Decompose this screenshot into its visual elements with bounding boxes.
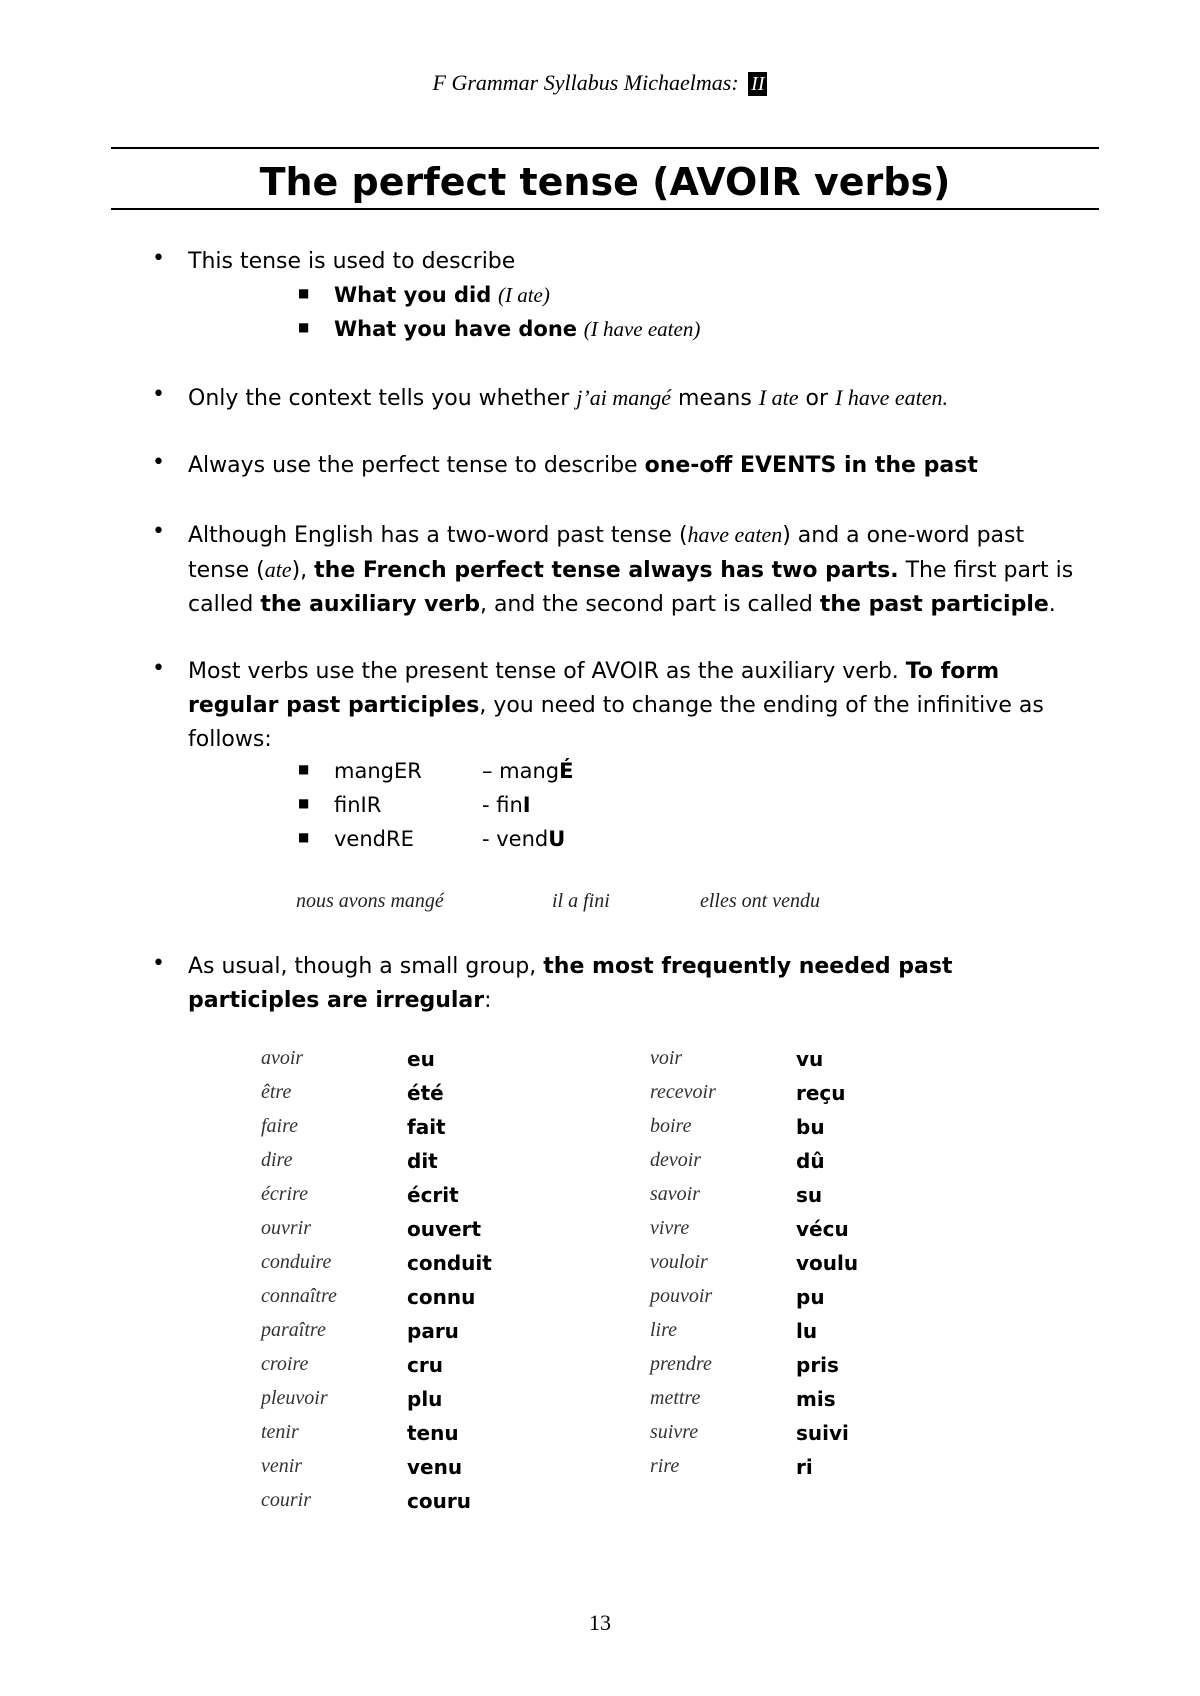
point-1-sub-1 bbox=[334, 278, 550, 312]
point-4 bbox=[188, 518, 1088, 622]
point-4-text: . bbox=[1048, 592, 1056, 617]
point-4-text: , and the second part is called bbox=[479, 592, 813, 617]
point-5-bold: To form regular past participles bbox=[188, 659, 1000, 718]
ending-infinitive: finIR bbox=[334, 793, 382, 817]
past-participle: dit bbox=[407, 1149, 438, 1173]
infinitive: croire bbox=[261, 1353, 309, 1375]
past-participle: écrit bbox=[407, 1183, 459, 1207]
ending-suffix: É bbox=[559, 759, 574, 783]
point-6 bbox=[188, 950, 1088, 1018]
ending-prefix: - fin bbox=[482, 793, 523, 817]
sub-bullet: ■ bbox=[298, 762, 310, 776]
page-number: 13 bbox=[589, 1610, 611, 1635]
past-participle: dû bbox=[796, 1149, 825, 1173]
example-1: nous avons mangé bbox=[296, 890, 444, 912]
infinitive: devoir bbox=[650, 1149, 702, 1171]
infinitive: avoir bbox=[261, 1047, 304, 1069]
point-2-text: Only the context tells you whether bbox=[188, 386, 570, 411]
ending-prefix: - vend bbox=[482, 827, 549, 851]
ending-infinitive: mangER bbox=[334, 759, 422, 783]
infinitive: écrire bbox=[261, 1183, 309, 1205]
point-4-bold: the auxiliary verb bbox=[260, 592, 480, 617]
point-5-text: , you need to change the ending of the infinitive as follows: bbox=[188, 693, 1044, 752]
sub-bullet: ■ bbox=[298, 286, 310, 300]
infinitive: savoir bbox=[650, 1183, 700, 1205]
point-2-gloss: I ate bbox=[758, 385, 799, 410]
bullet-4: • bbox=[152, 519, 165, 544]
past-participle: eu bbox=[407, 1047, 435, 1071]
example-2: il a fini bbox=[552, 890, 610, 912]
infinitive: venir bbox=[261, 1455, 303, 1477]
bullet-6: • bbox=[152, 951, 165, 976]
running-title: F Grammar Syllabus Michaelmas: bbox=[432, 70, 739, 95]
point-6-bold: the most frequently needed past participles are irregular bbox=[188, 954, 953, 1013]
point-5-text: Most verbs use the present tense of AVOIR as the auxiliary verb. bbox=[188, 659, 899, 684]
point-4-bold: the French perfect tense always has two parts. bbox=[314, 558, 899, 583]
past-participle: voulu bbox=[796, 1251, 859, 1275]
point-3-bold: one-off EVENTS in the past bbox=[644, 453, 978, 478]
point-6-text: As usual, though a small group, bbox=[188, 954, 537, 979]
example-3: elles ont vendu bbox=[700, 890, 820, 912]
infinitive: vouloir bbox=[650, 1251, 708, 1273]
past-participle: conduit bbox=[407, 1251, 492, 1275]
sub-bold: What you did bbox=[334, 283, 492, 307]
infinitive: lire bbox=[650, 1319, 678, 1341]
point-2-text: or bbox=[805, 386, 829, 411]
bullet-1: • bbox=[152, 246, 165, 271]
point-2-example: j’ai mangé bbox=[576, 385, 671, 410]
running-header bbox=[0, 70, 1200, 96]
ending-suffix: I bbox=[522, 793, 531, 817]
past-participle: reçu bbox=[796, 1081, 846, 1105]
past-participle: ri bbox=[796, 1455, 813, 1479]
infinitive: boire bbox=[650, 1115, 692, 1137]
past-participle: pris bbox=[796, 1353, 839, 1377]
point-4-gloss: ate bbox=[264, 557, 292, 582]
past-participle: venu bbox=[407, 1455, 463, 1479]
infinitive: suivre bbox=[650, 1421, 699, 1443]
point-3-text: Always use the perfect tense to describe bbox=[188, 453, 638, 478]
point-1-sub-2 bbox=[334, 312, 700, 346]
point-1 bbox=[188, 245, 1088, 279]
section-mark: II bbox=[748, 72, 767, 96]
past-participle: mis bbox=[796, 1387, 836, 1411]
infinitive: voir bbox=[650, 1047, 683, 1069]
infinitive: recevoir bbox=[650, 1081, 716, 1103]
past-participle: paru bbox=[407, 1319, 459, 1343]
infinitive: ouvrir bbox=[261, 1217, 311, 1239]
infinitive: être bbox=[261, 1081, 292, 1103]
point-3 bbox=[188, 449, 1088, 483]
sub-gloss: (I ate) bbox=[497, 283, 550, 307]
infinitive: paraître bbox=[261, 1319, 326, 1341]
title-top-rule bbox=[111, 147, 1099, 149]
infinitive: connaître bbox=[261, 1285, 337, 1307]
infinitive: pouvoir bbox=[650, 1285, 713, 1307]
infinitive: pleuvoir bbox=[261, 1387, 328, 1409]
infinitive: mettre bbox=[650, 1387, 701, 1409]
past-participle: plu bbox=[407, 1387, 443, 1411]
past-participle: pu bbox=[796, 1285, 825, 1309]
bullet-5: • bbox=[152, 656, 165, 681]
point-5 bbox=[188, 655, 1088, 757]
point-4-text: Although English has a two-word past tense ( bbox=[188, 523, 688, 548]
past-participle: connu bbox=[407, 1285, 476, 1309]
bullet-2: • bbox=[152, 382, 165, 407]
past-participle: su bbox=[796, 1183, 823, 1207]
infinitive: rire bbox=[650, 1455, 680, 1477]
title-bottom-rule bbox=[111, 208, 1099, 210]
infinitive: prendre bbox=[650, 1353, 712, 1375]
point-4-gloss: have eaten bbox=[687, 522, 783, 547]
point-2 bbox=[188, 381, 1088, 416]
infinitive: faire bbox=[261, 1115, 299, 1137]
point-2-gloss: I have eaten. bbox=[835, 385, 949, 410]
past-participle: vécu bbox=[796, 1217, 849, 1241]
infinitive: courir bbox=[261, 1489, 311, 1511]
sub-gloss: (I have eaten) bbox=[583, 317, 701, 341]
point-2-text: means bbox=[677, 386, 752, 411]
sub-bold: What you have done bbox=[334, 317, 578, 341]
point-4-text: ), bbox=[291, 558, 308, 583]
past-participle: cru bbox=[407, 1353, 443, 1377]
past-participle: été bbox=[407, 1081, 444, 1105]
sub-bullet: ■ bbox=[298, 830, 310, 844]
ending-infinitive: vendRE bbox=[334, 827, 414, 851]
infinitive: conduire bbox=[261, 1251, 332, 1273]
past-participle: suivi bbox=[796, 1421, 849, 1445]
infinitive: tenir bbox=[261, 1421, 299, 1443]
sub-bullet: ■ bbox=[298, 796, 310, 810]
bullet-3: • bbox=[152, 450, 165, 475]
sub-bullet: ■ bbox=[298, 320, 310, 334]
ending-suffix: U bbox=[548, 827, 566, 851]
point-6-text: : bbox=[484, 988, 492, 1013]
point-4-bold: the past participle bbox=[819, 592, 1049, 617]
point-1-text: This tense is used to describe bbox=[188, 249, 516, 274]
past-participle: tenu bbox=[407, 1421, 459, 1445]
point-4-text: ) and a one-word past tense ( bbox=[188, 523, 1025, 583]
past-participle: couru bbox=[407, 1489, 471, 1513]
past-participle: bu bbox=[796, 1115, 825, 1139]
infinitive: dire bbox=[261, 1149, 293, 1171]
point-4-text: The first part is called bbox=[188, 558, 1074, 617]
past-participle: lu bbox=[796, 1319, 818, 1343]
past-participle: fait bbox=[407, 1115, 446, 1139]
ending-participle bbox=[482, 788, 531, 822]
past-participle: ouvert bbox=[407, 1217, 482, 1241]
infinitive: vivre bbox=[650, 1217, 690, 1239]
ending-participle bbox=[482, 754, 574, 788]
past-participle: vu bbox=[796, 1047, 824, 1071]
ending-prefix: – mang bbox=[482, 759, 560, 783]
page-title: The perfect tense (AVOIR verbs) bbox=[259, 160, 951, 204]
ending-participle bbox=[482, 822, 565, 856]
